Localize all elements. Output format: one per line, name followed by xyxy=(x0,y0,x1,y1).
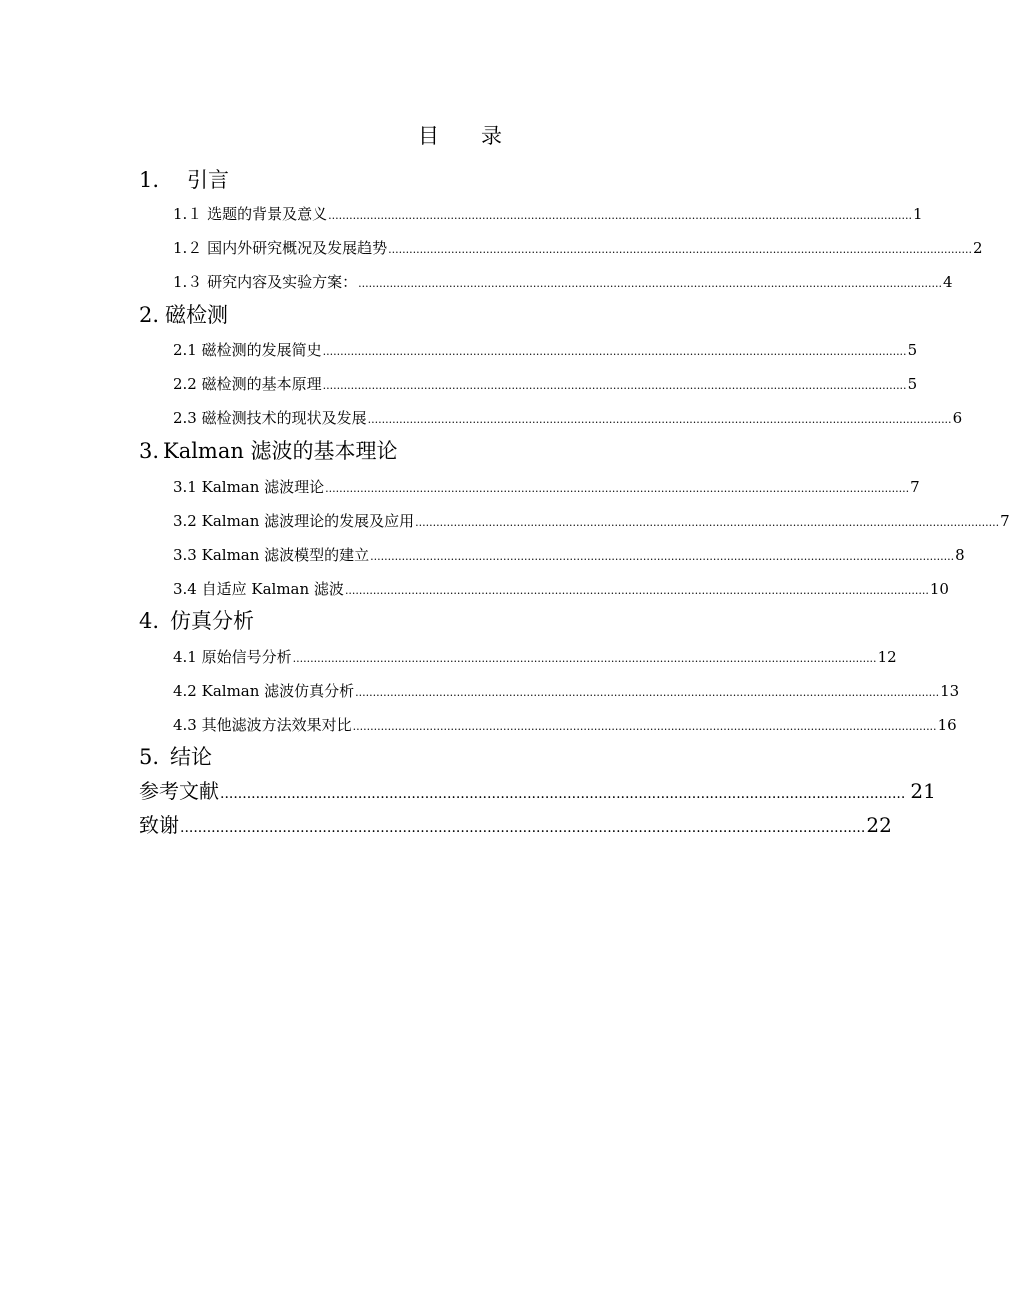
page-number: 6 xyxy=(952,409,963,427)
chapter-title: 结论 xyxy=(170,745,212,769)
page-number: 12 xyxy=(877,648,897,666)
toc-entry-3-4[interactable] xyxy=(173,578,949,602)
chapter-number: 2. xyxy=(139,303,160,327)
page-number: 16 xyxy=(937,716,957,734)
dot-leader: ....................................................................................................................................................................... xyxy=(344,584,929,597)
toc-entry-references[interactable] xyxy=(139,777,936,808)
chapter-number: 5. xyxy=(139,745,160,769)
dot-leader: ....................................................................................................................................................................... xyxy=(322,379,907,392)
entry-title: 3.2 Kalman 滤波理论的发展及应用 xyxy=(173,512,415,530)
chapter-title: 磁检测 xyxy=(165,303,228,327)
entry-title: 2.2 磁检测的基本原理 xyxy=(173,375,322,393)
entry-title: 1.１ 选题的背景及意义 xyxy=(173,205,328,223)
dot-leader: ....................................................................................................................................................................... xyxy=(358,277,943,290)
toc-chapter-5[interactable] xyxy=(139,743,212,771)
toc-chapter-3[interactable] xyxy=(139,437,398,465)
page-number: 21 xyxy=(910,779,936,803)
chapter-number: 3. xyxy=(139,439,160,463)
dot-leader: ....................................................................................................................................................................... xyxy=(322,345,907,358)
toc-entry-4-1[interactable] xyxy=(173,646,897,670)
page-number: 4 xyxy=(943,273,953,291)
dot-leader: ....................................................................................................................................................................... xyxy=(325,482,910,495)
page-number: 5 xyxy=(907,341,918,359)
chapter-title: Kalman 滤波的基本理论 xyxy=(163,439,398,463)
dot-leader: ....................................................................................................................................................................... xyxy=(415,516,1000,529)
toc-entry-3-3[interactable] xyxy=(173,544,965,568)
entry-title: 参考文献 xyxy=(139,779,219,803)
page-number: 1 xyxy=(913,205,923,223)
toc-entry-4-3[interactable] xyxy=(173,714,957,738)
dot-leader: ....................................................................................................................................................................... xyxy=(370,550,955,563)
page-title: 目录 xyxy=(418,124,544,148)
toc-chapter-2[interactable] xyxy=(139,301,228,329)
entry-title: 4.2 Kalman 滤波仿真分析 xyxy=(173,682,355,700)
entry-title: 1.３ 研究内容及实验方案： xyxy=(173,273,358,291)
page-number: 10 xyxy=(929,580,949,598)
page-number: 22 xyxy=(866,813,892,837)
chapter-number: 4. xyxy=(139,609,160,633)
page-number: 2 xyxy=(973,239,983,257)
chapter-title: 仿真分析 xyxy=(170,609,254,633)
entry-title: 4.3 其他滤波方法效果对比 xyxy=(173,716,352,734)
toc-entry-3-2[interactable] xyxy=(173,510,1010,534)
entry-title: 3.3 Kalman 滤波模型的建立 xyxy=(173,546,370,564)
entry-title: 2.3 磁检测技术的现状及发展 xyxy=(173,409,367,427)
page-number: 7 xyxy=(910,478,920,496)
toc-chapter-4[interactable] xyxy=(139,607,254,635)
dot-leader: .......................................................................................................................................................... xyxy=(220,786,906,802)
page-number: 5 xyxy=(907,375,918,393)
dot-leader: ....................................................................................................................................................................... xyxy=(352,720,937,733)
toc-entry-2-3[interactable] xyxy=(173,407,963,431)
dot-leader: ....................................................................................................................................................................... xyxy=(355,686,940,699)
page-number: 7 xyxy=(1000,512,1010,530)
page-number: 13 xyxy=(940,682,960,700)
entry-title: 3.4 自适应 Kalman 滤波 xyxy=(173,580,344,598)
toc-entry-1-3[interactable] xyxy=(173,271,953,295)
toc-chapter-1[interactable] xyxy=(139,166,229,194)
entry-title: 致谢 xyxy=(139,813,179,837)
chapter-number: 1. xyxy=(139,168,160,192)
toc-entry-acknowledgements[interactable] xyxy=(139,811,892,842)
page-number: 8 xyxy=(955,546,965,564)
entry-title: 4.1 原始信号分析 xyxy=(173,648,292,666)
dot-leader: ....................................................................................................................................................................... xyxy=(367,413,952,426)
toc-entry-1-1[interactable] xyxy=(173,203,923,227)
chapter-title: 引言 xyxy=(187,168,229,192)
toc-entry-3-1[interactable] xyxy=(173,476,920,500)
dot-leader: .......................................................................................................................................................... xyxy=(180,820,866,836)
dot-leader: ....................................................................................................................................................................... xyxy=(292,652,877,665)
entry-title: 1.２ 国内外研究概况及发展趋势 xyxy=(173,239,388,257)
dot-leader: ....................................................................................................................................................................... xyxy=(388,243,973,256)
dot-leader: ....................................................................................................................................................................... xyxy=(328,209,913,222)
toc-entry-4-2[interactable] xyxy=(173,680,960,704)
entry-title: 2.1 磁检测的发展简史 xyxy=(173,341,322,359)
toc-entry-2-2[interactable] xyxy=(173,373,918,397)
toc-entry-1-2[interactable] xyxy=(173,237,983,261)
toc-entry-2-1[interactable] xyxy=(173,339,918,363)
entry-title: 3.1 Kalman 滤波理论 xyxy=(173,478,325,496)
